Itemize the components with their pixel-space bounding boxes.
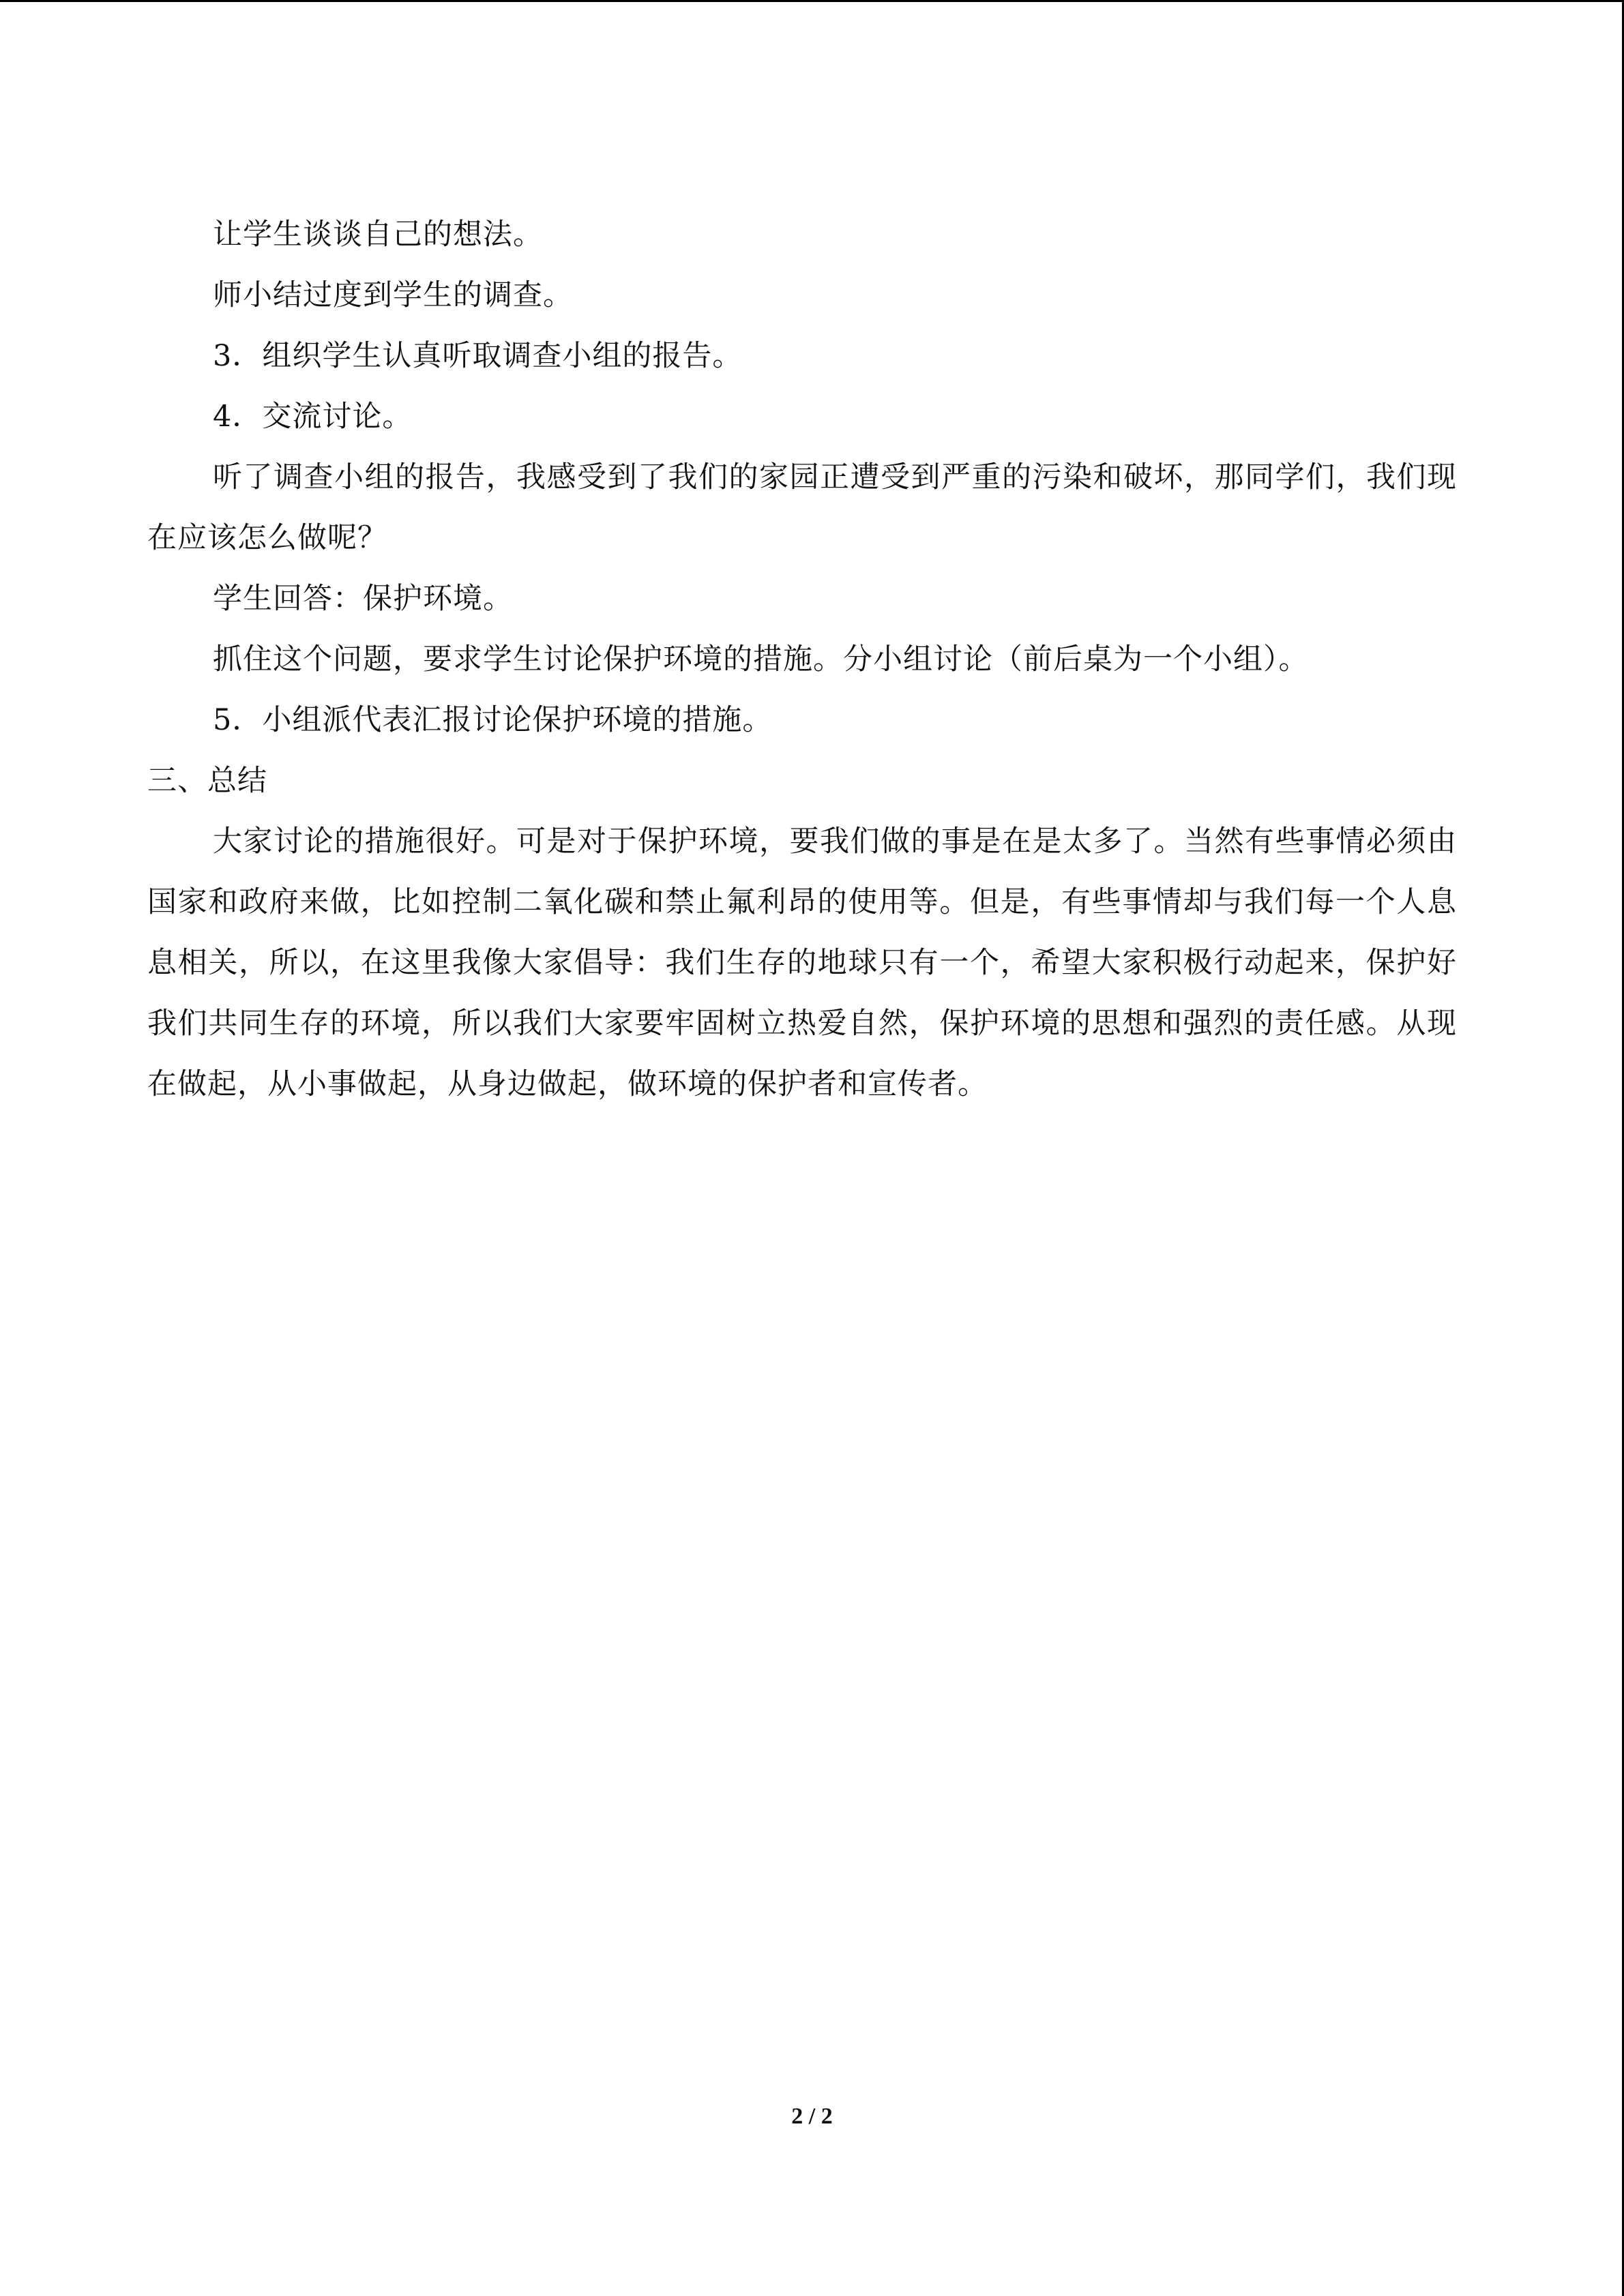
paragraph-step-4: 4．交流讨论。 <box>213 400 413 434</box>
paragraph-step-3: 3．组织学生认真听取调查小组的报告。 <box>213 339 743 373</box>
paragraph-report-reflection: 听了调查小组的报告，我感受到了我们的家园正遭受到严重的污染和破坏，那同学们，我们现在应该怎么做呢？ <box>147 460 1457 555</box>
paragraph-group-discussion: 抓住这个问题，要求学生讨论保护环境的措施。分小组讨论（前后桌为一个小组）。 <box>213 642 1309 676</box>
top-border-line <box>0 0 1624 2</box>
paragraph-student-ideas: 让学生谈谈自己的想法。 <box>213 218 543 252</box>
paragraph-teacher-summary: 师小结过度到学生的调查。 <box>213 278 573 312</box>
section-heading-summary: 三、总结 <box>147 764 267 798</box>
document-body <box>147 205 1457 1115</box>
page-number: 2 / 2 <box>791 2104 833 2129</box>
paragraph-student-answer: 学生回答：保护环境。 <box>213 582 513 616</box>
paragraph-step-5: 5．小组派代表汇报讨论保护环境的措施。 <box>213 703 773 737</box>
paragraph-summary: 大家讨论的措施很好。可是对于保护环境，要我们做的事是在是太多了。当然有些事情必须由国家和政府来做，比如控制二氧化碳和禁止氟利昂的使用等。但是，有些事情却与我们每一个人息息相关，所以，在这里我像大家倡导：我们生存的地球只有一个，希望大家积极行动起来，保护好我们共同生存的环境，所以我们大家要牢固树立热爱自然，保护环境的思想和强烈的责任感。从现在做起，从小事做起，从身边做起，做环境的保护者和宣传者。 <box>147 824 1457 1101</box>
